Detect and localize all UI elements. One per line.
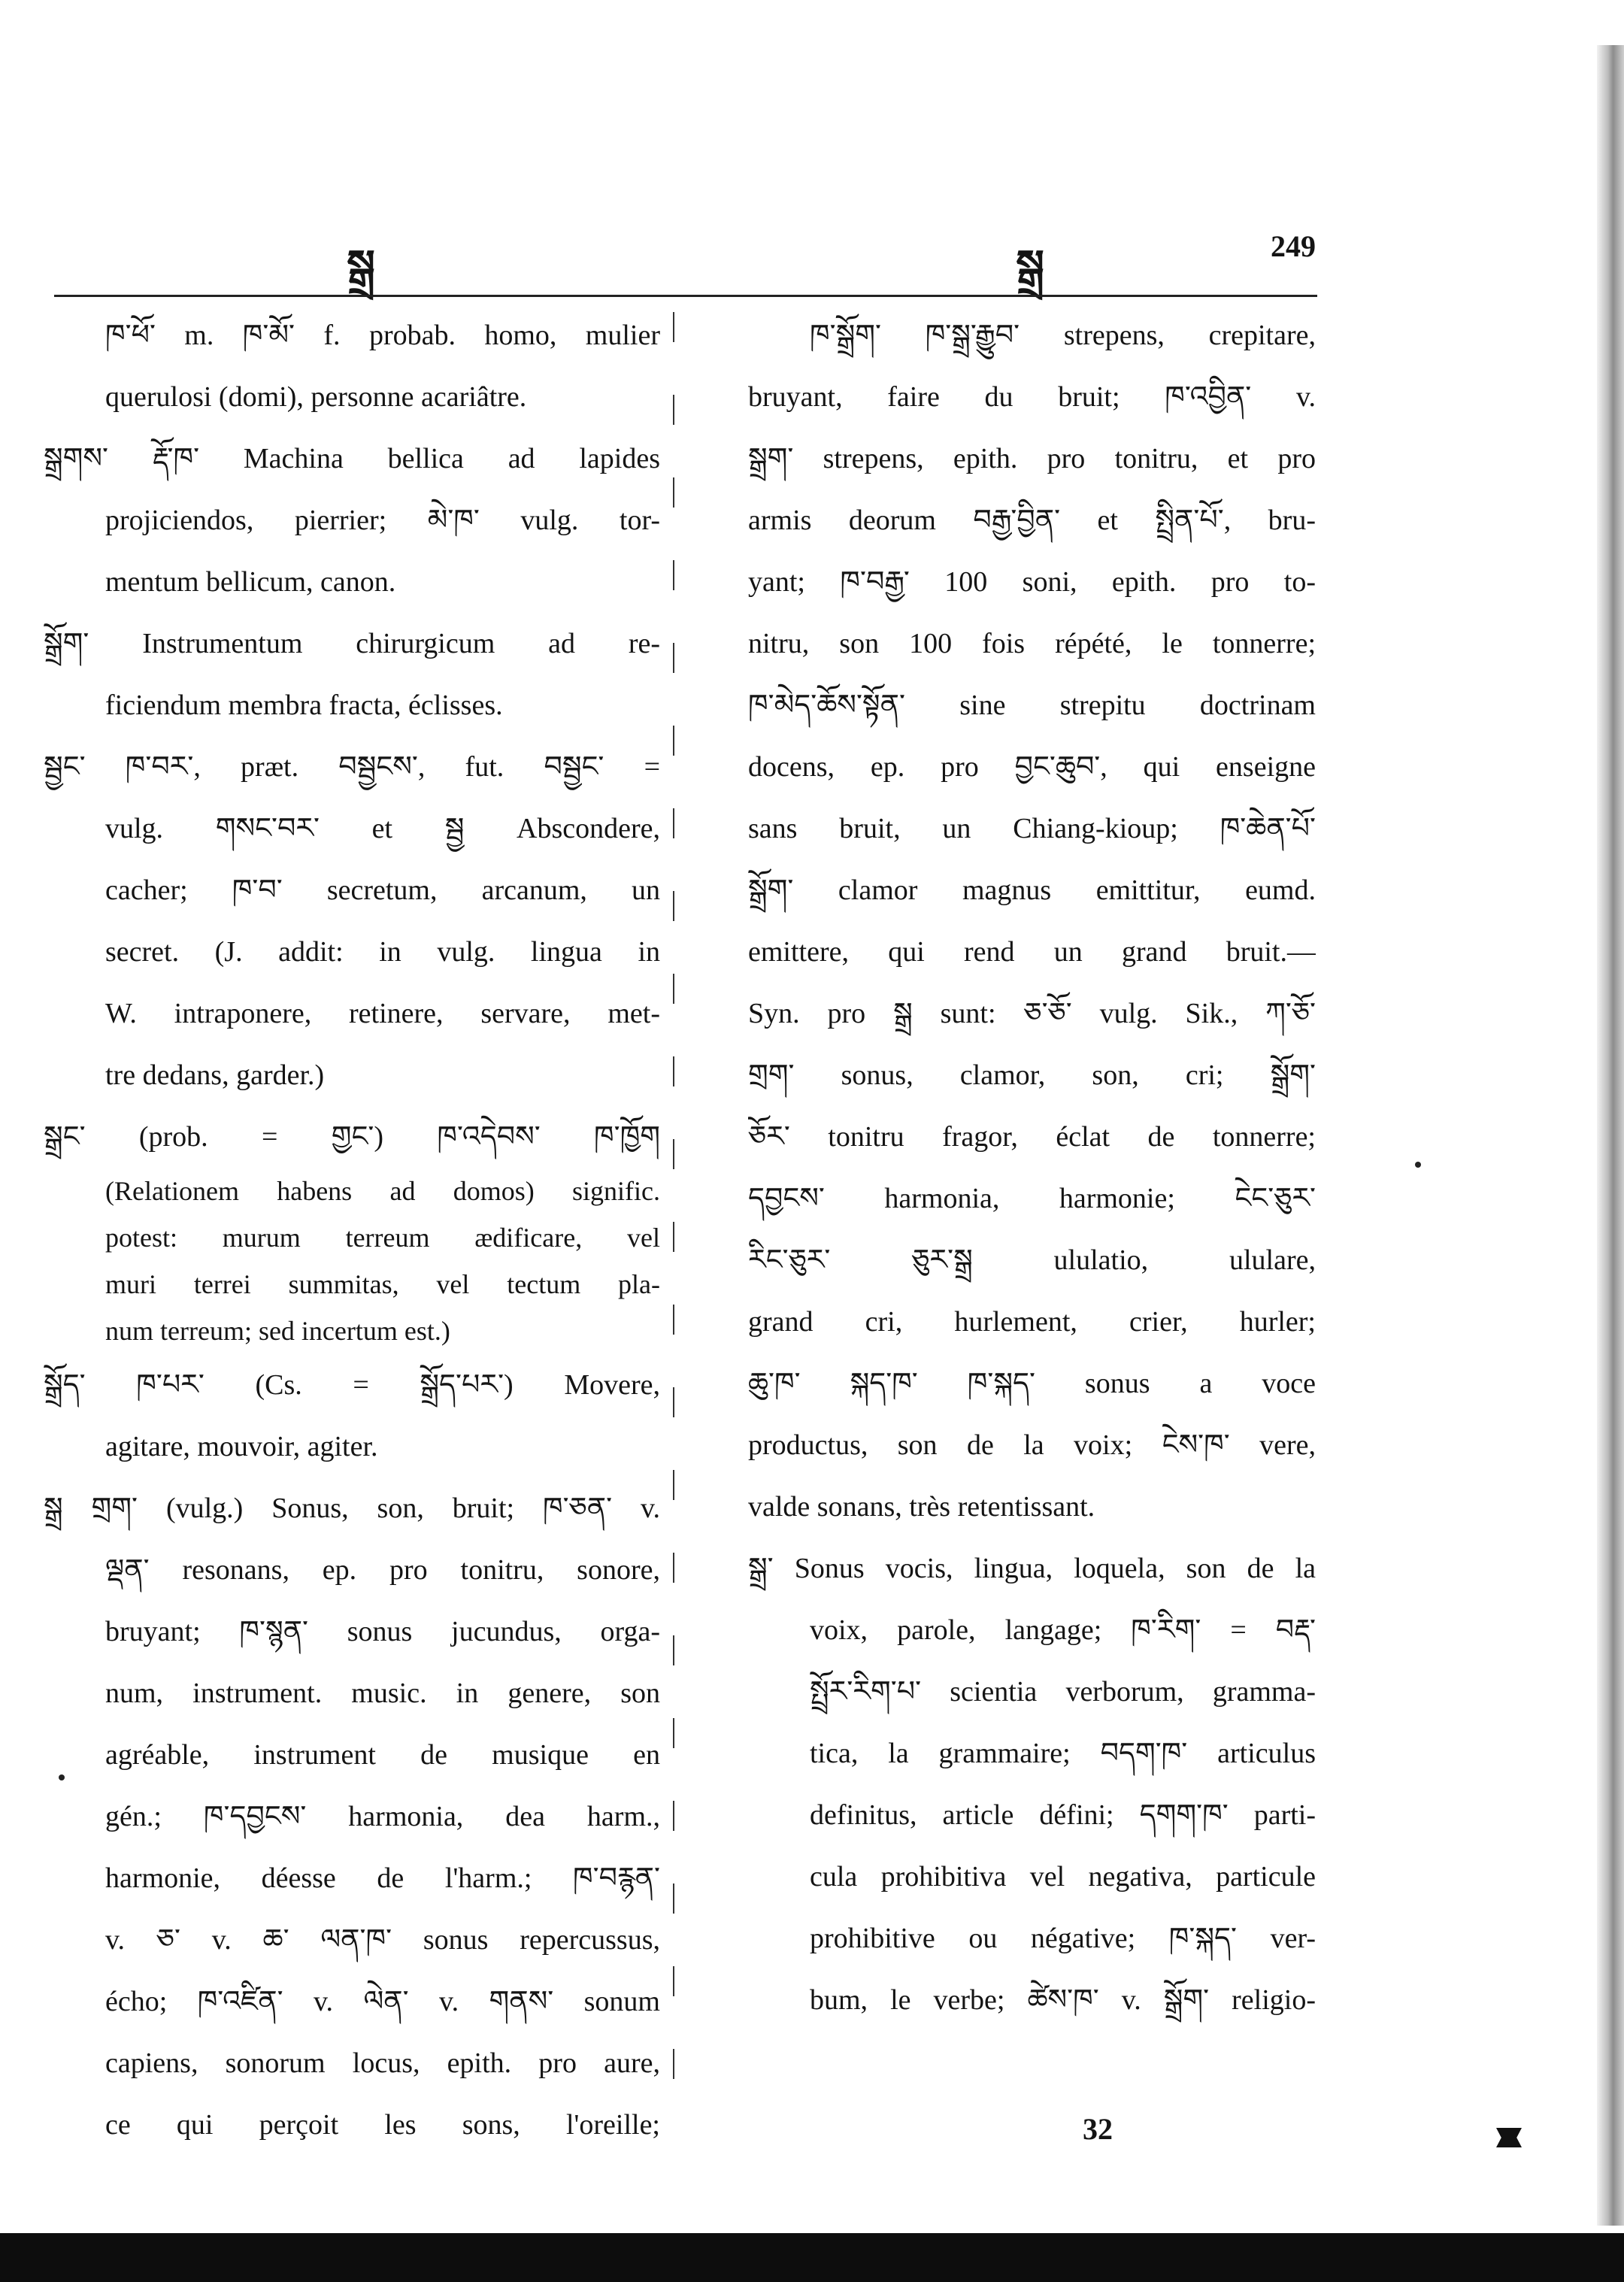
running-header [0,218,1624,290]
text-line: harmonie, déesse de l'harm.; ཁ་བརྙན་ [105,1862,660,1894]
left-headword: སྒྲ [347,241,375,290]
text-line: num terreum; sed incertum est.) [105,1316,450,1346]
text-line: nitru, son 100 fois répété, le tonnerre; [748,628,1316,659]
text-line: ficiendum membra fracta, éclisses. [105,689,503,721]
text-line: ཆུ་ཁ་ སྐད་ཁ་ ཁ་སྐད་ sonus a voce [748,1368,1316,1399]
text-line: cacher; ཁ་བ་ secretum, arcanum, un [105,874,660,906]
text-line: སྤྲོར་རིག་པ་ scientia verborum, gramma- [810,1676,1316,1708]
text-line: definitus, article défini; དགག་ཁ་ parti- [810,1799,1316,1831]
ink-speck [59,1774,65,1780]
entry-line: སྒྲགས་ རྡོ་ཁ་ Machina bellica ad lapides [44,443,660,474]
text-line: agréable, instrument de musique en [105,1739,660,1771]
text-line: སྒྲག་ strepens, epith. pro tonitru, et pro [748,443,1316,474]
text-line: grand cri, hurlement, crier, hurler; [748,1306,1316,1338]
text-line: potest: murum terreum ædificare, vel [105,1223,660,1253]
text-line: armis deorum བརྒྱ་བྱིན་ et སྤྲིན་པོ་, bru- [748,505,1316,536]
text-line: ce qui perçoit les sons, l'oreille; [105,2109,660,2141]
text-line: voix, parole, langage; ཁ་རིག་ = བརྡ་ [810,1614,1316,1646]
right-column [748,305,1316,2031]
header-rule [54,295,1317,297]
text-line: སྒྲོག་ clamor magnus emittitur, eumd. [748,874,1316,906]
entry-line: སྒྲོད་ ཁ་པར་ (Cs. = སྒྲོད་པར་) Movere, [44,1369,660,1401]
signature-mark: 32 [1083,2112,1113,2146]
text-line: (Relationem habens ad domos) signific. [105,1176,660,1206]
entry-line: སྒྲ གྲག་ (vulg.) Sonus, son, bruit; ཁ་ཅན་ v. [44,1493,660,1524]
text-line: docens, ep. pro བྱང་ཆུབ་, qui enseigne [748,751,1316,783]
text-line: v. ཅ་ v. ཆ་ ལན་ཁ་ sonus repercussus, [105,1924,660,1956]
text-line: capiens, sonorum locus, epith. pro aure, [105,2047,660,2079]
text-line: དབྱངས་ harmonia, harmonie; ངེང་ཅུར་ [748,1183,1316,1214]
entry-line: སྒྲ་ Sonus vocis, lingua, loquela, son de la [748,1553,1316,1584]
text-line: bruyant; ཁ་སྙན་ sonus jucundus, orga- [105,1616,660,1647]
text-line: projiciendos, pierrier; མེ་ཁ་ vulg. tor- [105,505,660,536]
text-line: agitare, mouvoir, agiter. [105,1431,378,1462]
text-line: ཁ་མེད་ཆོས་སྟོན་ sine strepitu doctrinam [748,689,1316,721]
scan-bottom-border [0,2233,1624,2282]
text-line: yant; ཁ་བརྒྱ་ 100 soni, epith. pro to- [748,566,1316,598]
text-line: bum, le verbe; ཚེས་ཁ་ v. སྒྲོག་ religio- [810,1984,1316,2016]
text-line: tica, la grammaire; བདག་ཁ་ articulus [810,1738,1316,1769]
right-headword: སྒྲ [1016,241,1044,290]
text-line: num, instrument. music. in genere, son [105,1677,660,1709]
text-line: muri terrei summitas, vel tectum pla- [105,1269,660,1299]
text-line: emittere, qui rend un grand bruit.— [748,936,1316,968]
column-divider [673,312,674,2087]
text-line: ལྡན་ resonans, ep. pro tonitru, sonore, [105,1554,660,1586]
text-line: sans bruit, un Chiang-kioup; ཁ་ཆེན་པོ་ [748,813,1316,844]
ink-speck [1415,1162,1421,1168]
entry-line: སྦྱང་ ཁ་བར་, præt. བསྦྱངས་, fut. བསྦྱང་ = [44,751,660,783]
text-line: W. intraponere, retinere, servare, met- [105,998,660,1029]
text-line: prohibitive ou négative; ཁ་སྐད་ ver- [810,1923,1316,1954]
text-line: རིང་ཅུར་ ཅུར་སྒྲ ululatio, ululare, [748,1244,1316,1276]
text-line: ཅོར་ tonitru fragor, éclat de tonnerre; [748,1121,1316,1153]
printer-mark [1496,2128,1522,2147]
text-line: ཁ་སྒྲོག་ ཁ་སྒྲ་རྒྱུབ་ strepens, crepitare, [810,320,1316,351]
text-line: productus, son de la voix; ངེས་ཁ་ vere, [748,1429,1316,1461]
text-line: གྲག་ sonus, clamor, son, cri; སྒྲོག་ [748,1059,1316,1091]
left-column [44,305,660,2156]
text-line: mentum bellicum, canon. [105,566,396,598]
text-line: gén.; ཁ་དབྱངས་ harmonia, dea harm., [105,1801,660,1832]
entry-line: སྒྲོག་ Instrumentum chirurgicum ad re- [44,628,660,659]
entry-line: སྒྲང་ (prob. = གྱང་) ཁ་འདེབས་ ཁ་ཁྱོག [44,1121,660,1153]
text-line: Syn. pro སྒྲ sunt: ཅ་ཅོ་ vulg. Sik., ཀ་ཅོ་ [748,998,1316,1029]
text-line: bruyant, faire du bruit; ཁ་འབྱིན་ v. [748,381,1316,413]
text-line: cula prohibitiva vel negativa, particule [810,1861,1316,1893]
text-line: ཁ་ཕོ་ m. ཁ་མོ་ f. probab. homo, mulier [105,320,660,351]
scan-page-edge [1597,45,1624,2226]
text-line: vulg. གསང་བར་ et སྦྱ Abscondere, [105,813,660,844]
text-line: querulosi (domi), personne acariâtre. [105,381,527,413]
text-line: valde sonans, très retentissant. [748,1491,1095,1523]
page-number: 249 [1271,229,1316,263]
text-line: tre dedans, garder.) [105,1059,325,1091]
text-line: secret. (J. addit: in vulg. lingua in [105,936,660,968]
text-line: écho; ཁ་འཛིན་ v. ལེན་ v. གནས་ sonum [105,1986,660,2017]
